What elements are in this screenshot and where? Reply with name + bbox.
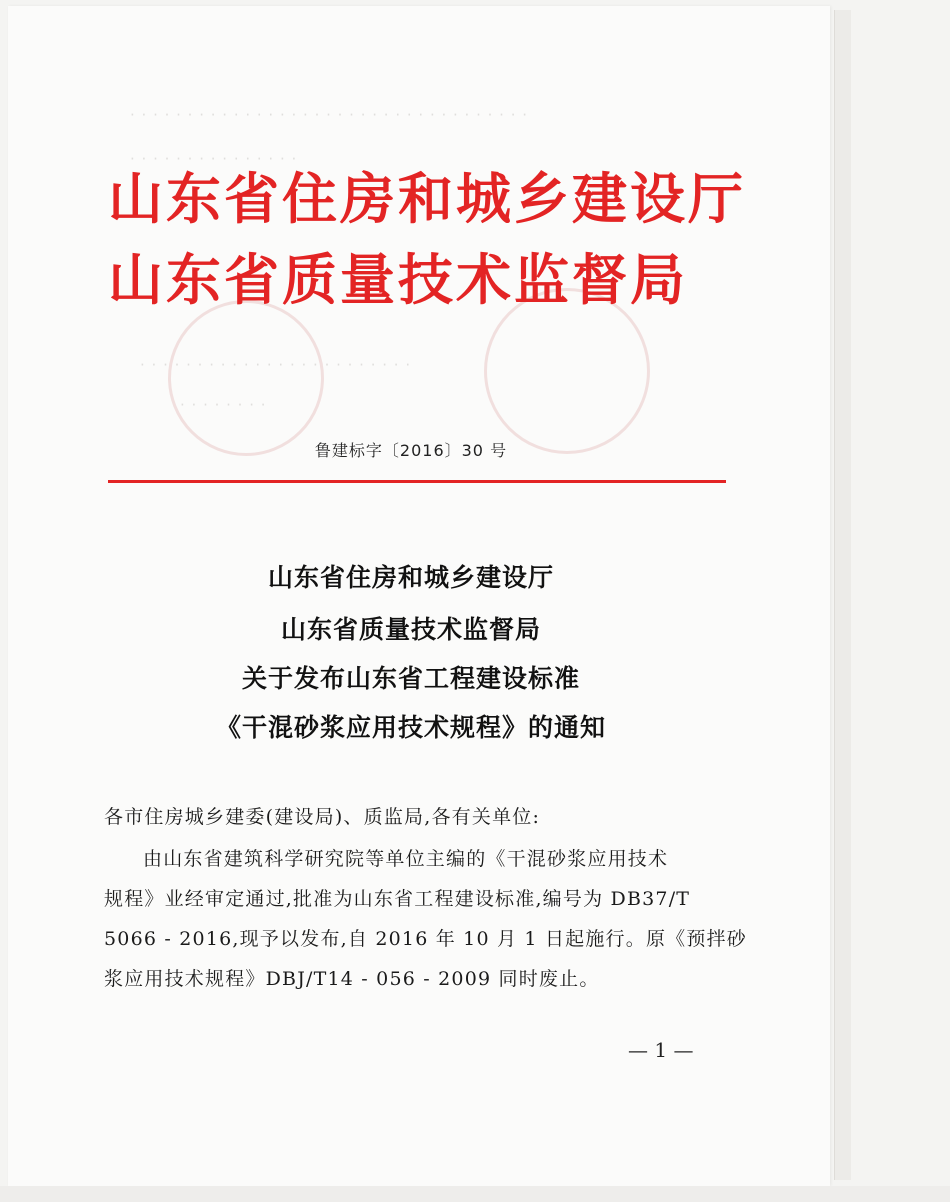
title-line-2: 山东省质量技术监督局 <box>280 615 541 644</box>
title-line-1: 山东省住房和城乡建设厅 <box>267 563 554 592</box>
letterhead-agency-1: 山东省住房和城乡建设厅 <box>108 167 747 231</box>
body-line-2: 规程》业经审定通过,批准为山东省工程建设标准,编号为 DB37/T <box>104 888 691 910</box>
title-line-3: 关于发布山东省工程建设标准 <box>241 664 580 693</box>
document-number: 鲁建标字〔2016〕30 号 <box>314 441 508 460</box>
title-line-4: 《干混砂浆应用技术规程》的通知 <box>215 713 606 742</box>
bleed-through-text: · · · · · · · · · · · · · · · · · · · · · · · · · · · · · · · · · · · <box>130 106 528 124</box>
body-line-4: 浆应用技术规程》DBJ/T14 - 056 - 2009 同时废止。 <box>104 968 600 990</box>
scan-edge-right <box>834 10 851 1180</box>
body-line-1: 由山东省建筑科学研究院等单位主编的《干混砂浆应用技术 <box>143 848 669 870</box>
faint-seal-impression <box>484 288 650 454</box>
letterhead-agency-2: 山东省质量技术监督局 <box>108 248 689 312</box>
faint-seal-impression <box>168 300 324 456</box>
page-number: — 1 — <box>628 1038 694 1062</box>
red-divider-line <box>108 480 726 483</box>
bleed-through-text: · · · · · · · · · · · · · · · · · · · · · · · · <box>140 356 412 374</box>
body-line-3: 5066 - 2016,现予以发布,自 2016 年 10 月 1 日起施行。原《预拌砂 <box>104 928 747 950</box>
scan-edge-bottom <box>0 1186 950 1202</box>
salutation: 各市住房城乡建委(建设局)、质监局,各有关单位: <box>104 806 541 828</box>
bleed-through-text: · · · · · · · · <box>180 396 267 414</box>
bleed-through-text: · · · · · · · · · · · · · · · <box>130 150 298 168</box>
